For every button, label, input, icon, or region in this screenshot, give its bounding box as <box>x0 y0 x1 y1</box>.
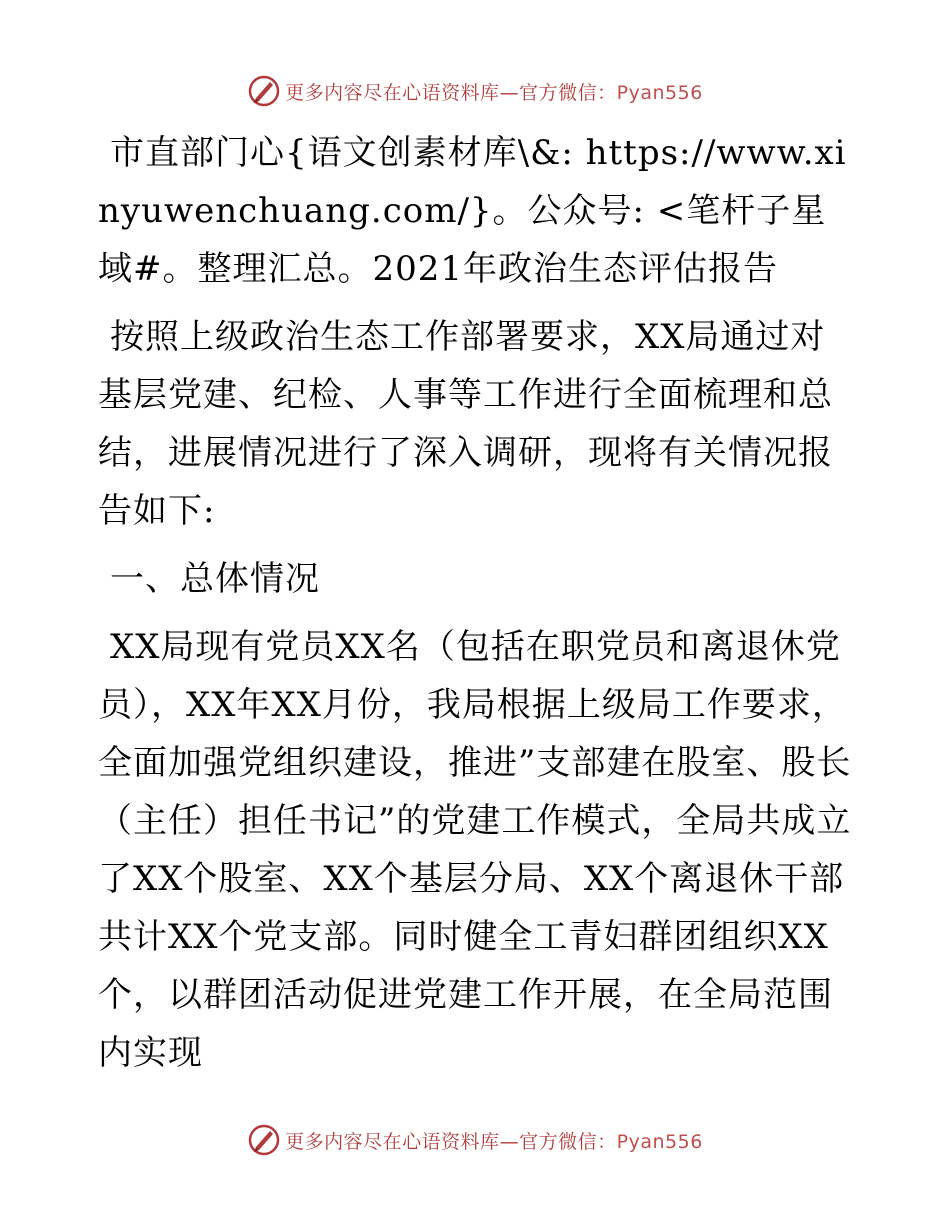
intro-paragraph: 按照上级政治生态工作部署要求，XX局通过对基层党建、纪检、人事等工作进行全面梳理和总结，进展情况进行了深入调研，现将有关情况报告如下: <box>98 317 833 531</box>
pen-logo-icon <box>247 74 281 108</box>
pen-logo-icon <box>247 1123 281 1157</box>
content-paragraph: XX局现有党员XX名（包括在职党员和离退休党员），XX年XX月份，我局根据上级局工作要求，全面加强党组织建设，推进”支部建在股室、股长（主任）担任书记”的党建工作模式，全局共成立了XX个股室、XX个基层分局、XX个离退休干部共计XX个党支部。同时健全工青妇群团组织XX个，以群团活动促进党建工作开展，在全局范围内实现 <box>98 627 852 1073</box>
footer-watermark-banner <box>0 1120 950 1160</box>
header-watermark-text: 更多内容尽在心语资料库—官方微信：Pyan556 <box>285 81 703 104</box>
footer-watermark-text: 更多内容尽在心语资料库—官方微信：Pyan556 <box>285 1130 703 1153</box>
title-paragraph: 市直部门心{语文创素材库\&: https://www.xinyuwenchuang.com/}。公众号: <笔杆子星域#。整理汇总。2021年政治生态评估报告 <box>98 133 847 289</box>
header-watermark-banner <box>0 71 950 111</box>
section-heading: 一、总体情况 <box>110 559 320 599</box>
document-body <box>98 124 853 1082</box>
